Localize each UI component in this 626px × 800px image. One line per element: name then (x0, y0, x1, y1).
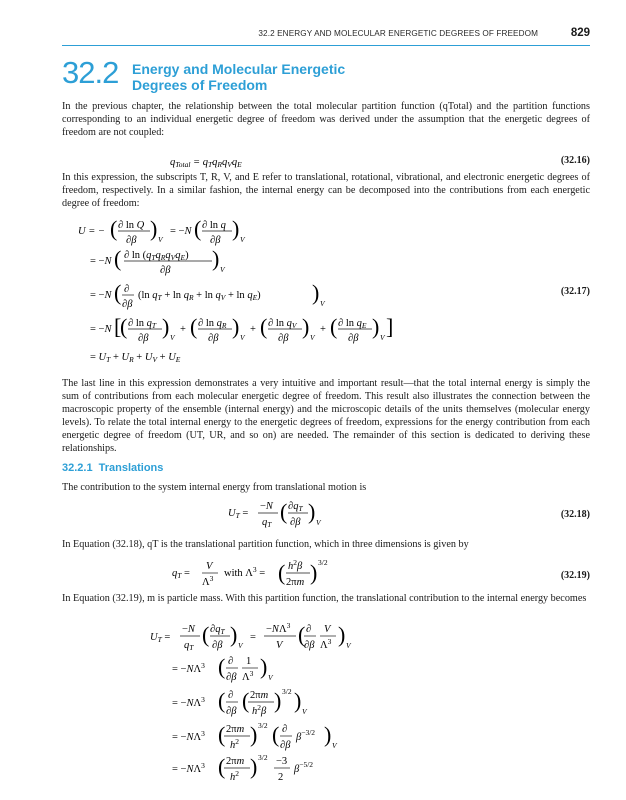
svg-text:(: ( (114, 280, 122, 305)
svg-text:): ) (212, 246, 220, 271)
equation-label-32-16: (32.16) (560, 155, 590, 166)
svg-text:h2β: $h^2\beta$ (252, 703, 267, 717)
svg-text:): ) (150, 216, 158, 241)
svg-text:V: V (346, 641, 351, 650)
svg-text:∂β: ∂β (278, 333, 289, 344)
subsection-number: 32.2.1 (62, 462, 93, 474)
svg-text:(ln qT + ln qR + ln qV + ln qE: (ln qT + ln qR + ln qV + ln qE) (138, 290, 261, 302)
svg-text:= −N: = −N (90, 256, 112, 267)
svg-text:∂β: ∂β (212, 640, 223, 651)
svg-text:): ) (232, 216, 240, 241)
svg-text:= −NΛ3: = $-N\Lambda^3$ (172, 661, 205, 675)
svg-text:= −NΛ3: = $-N\Lambda^3$ (172, 695, 205, 709)
svg-text:= −N: = −N (90, 324, 112, 335)
svg-text:V: V (302, 707, 307, 716)
svg-text:∂ ln q: ∂ ln q (202, 220, 226, 231)
svg-text:∂β: ∂β (290, 517, 301, 528)
paragraph-partition-function: In Equation (32.18), qT is the translational partition function, which in three dimensions is given by (62, 539, 469, 550)
svg-text:qTotal = qTqRqVqE: qTotal = qTqRqVqE (170, 157, 242, 169)
svg-text:V: V (206, 561, 213, 572)
svg-text:∂: ∂ (282, 724, 288, 735)
svg-text:(: ( (280, 499, 288, 524)
section-number: 32.2 (62, 55, 119, 90)
svg-text:= −N: = −N (170, 226, 192, 237)
svg-text:∂ ln Q: ∂ ln Q (118, 220, 145, 231)
svg-text:(: ( (190, 314, 198, 339)
svg-text:3/2: 3/2 (258, 721, 268, 730)
svg-text:): ) (274, 688, 282, 713)
svg-text:(: ( (218, 654, 226, 679)
svg-text:∂: ∂ (306, 624, 312, 635)
svg-text:UT =: UT = (228, 508, 249, 520)
svg-text:∂: ∂ (124, 284, 130, 295)
equation-label-32-17: (32.17) (560, 286, 590, 297)
svg-text:−N: −N (260, 501, 273, 512)
svg-text:V: V (240, 235, 245, 244)
svg-text:qT: qT (262, 517, 272, 529)
svg-text:qT =: qT = (172, 568, 190, 580)
paragraph-decomposition: In this expression, the subscripts T, R, V, and E refer to translational, rotational, vibrational, and electronic energetic degrees of freedom, respectively. In a similar fashion, the internal energy can be decomposed into the contributions from each energetic degree of freedom: (62, 172, 590, 209)
equation-32-19 (172, 556, 392, 592)
svg-text:β−5/2: $\beta^{-5/2}$ (294, 760, 314, 775)
svg-text:U = −: U = − (78, 226, 106, 237)
running-header (62, 27, 590, 43)
equation-32-18 (228, 496, 388, 532)
svg-text:with Λ3 =: with $\Lambda^3$ = (224, 565, 266, 579)
svg-text:): ) (250, 722, 258, 747)
svg-text:−NΛ3: $-N\Lambda^3$ (266, 621, 291, 635)
svg-text:(: ( (272, 722, 280, 747)
svg-text:): ) (310, 560, 318, 585)
svg-text:V: V (332, 741, 337, 750)
svg-text:−3: −3 (276, 756, 288, 767)
paragraph-translation-intro: The contribution to the system internal energy from translational motion is (62, 482, 367, 493)
svg-text:): ) (232, 314, 240, 339)
svg-text:2πm: 2πm (286, 577, 305, 588)
svg-text:(: ( (120, 314, 128, 339)
svg-text:∂β: ∂β (226, 672, 237, 683)
svg-text:+: + (180, 324, 186, 335)
svg-text:∂β: ∂β (122, 299, 133, 310)
svg-text:V: V (238, 641, 243, 650)
svg-text:(: ( (330, 314, 338, 339)
svg-text:qT: qT (184, 640, 194, 652)
svg-text:+: + (250, 324, 256, 335)
svg-text:∂β: ∂β (210, 235, 221, 246)
svg-text:3/2: 3/2 (258, 753, 268, 762)
svg-text:2πm: 2πm (250, 690, 269, 701)
svg-text:∂qT: ∂qT (288, 501, 303, 513)
svg-text:): ) (230, 622, 238, 647)
svg-text:2πm: 2πm (226, 724, 245, 735)
equation-32-16 (170, 153, 430, 169)
svg-text:(: ( (218, 688, 226, 713)
svg-text:): ) (260, 654, 268, 679)
svg-text:V: V (170, 333, 175, 342)
svg-text:): ) (308, 499, 316, 524)
svg-text:): ) (372, 314, 380, 339)
svg-text:(: ( (242, 688, 250, 713)
svg-text:): ) (338, 622, 346, 647)
svg-text:Λ3: $\Lambda^3$ (320, 637, 332, 651)
svg-text:= UT + UR + UV + UE: = UT + UR + UV + UE (90, 352, 181, 364)
svg-text:V: V (310, 333, 315, 342)
subsection-heading (62, 462, 163, 474)
svg-text:): ) (162, 314, 170, 339)
svg-text:∂: ∂ (228, 656, 234, 667)
svg-text:3/2: 3/2 (282, 687, 292, 696)
svg-text:(: ( (260, 314, 268, 339)
svg-text:∂ ln qT: ∂ ln qT (128, 318, 157, 330)
svg-text:Λ3: $\Lambda^3$ (202, 574, 214, 588)
svg-text:∂β: ∂β (208, 333, 219, 344)
svg-text:V: V (380, 333, 385, 342)
paragraph-internal-energy: In Equation (32.19), m is particle mass. With this partition function, the translational contribution to the internal energy becomes (62, 593, 587, 604)
svg-text:∂β: ∂β (160, 265, 171, 276)
svg-text:h2β: $h^2\beta$ (288, 558, 303, 572)
svg-text:V: V (324, 624, 331, 635)
svg-text:(: ( (114, 246, 122, 271)
svg-text:2πm: 2πm (226, 756, 245, 767)
svg-text:= −N: = −N (90, 290, 112, 301)
equation-label-32-18: (32.18) (560, 509, 590, 520)
svg-text:∂ ln qR: ∂ ln qR (198, 318, 227, 330)
svg-text:∂β: ∂β (226, 706, 237, 717)
svg-text:β−3/2: $\beta^{-3/2}$ (296, 728, 316, 743)
svg-text:(: ( (202, 622, 210, 647)
subsection-title: Translations (98, 462, 164, 474)
svg-text:∂ ln qE: ∂ ln qE (338, 318, 367, 330)
svg-text:]: ] (386, 314, 394, 339)
ut-derivation (150, 618, 410, 788)
svg-text:V: V (220, 265, 225, 274)
svg-text:Λ3: $\Lambda^3$ (242, 669, 254, 683)
svg-text:): ) (324, 722, 332, 747)
svg-text:∂β: ∂β (280, 740, 291, 751)
svg-text:): ) (312, 280, 320, 305)
paragraph-result: The last line in this expression demonstrates a very intuitive and important result—that the total internal energy is simply the sum of contributions from each molecular energetic degree of freedom. This result also illustrates the connection between the macroscopic property of the ensemble (internal energy) and the microscopic details of the units themselves (molecular energy levels). To relate the total internal energy to the energetic degrees of freedom, expressions for the energy contribution from each energetic degree of freedom (UT, UR, and so on) are needed. The remainder of this section is dedicated to deriving these relationships. (62, 378, 590, 454)
svg-text:+: + (320, 324, 326, 335)
section-title-line2: Degrees of Freedom (132, 76, 268, 93)
svg-text:∂β: ∂β (348, 333, 359, 344)
svg-text:∂ ln (qTqRqVqE): ∂ ln (qTqRqVqE) (124, 250, 189, 262)
svg-text:−N: −N (182, 624, 195, 635)
svg-text:(: ( (218, 754, 226, 779)
equation-label-32-19: (32.19) (560, 570, 590, 581)
header-rule (62, 45, 590, 46)
svg-text:(: ( (218, 722, 226, 747)
svg-text:2: 2 (278, 772, 284, 783)
svg-text:V: V (316, 518, 321, 527)
svg-text:= −NΛ3: = $-N\Lambda^3$ (172, 729, 205, 743)
svg-text:): ) (302, 314, 310, 339)
svg-text:∂β: ∂β (138, 333, 149, 344)
svg-text:∂: ∂ (228, 690, 234, 701)
svg-text:∂ ln qV: ∂ ln qV (268, 318, 297, 330)
svg-text:(: ( (110, 216, 118, 241)
equation-32-17 (62, 214, 422, 366)
svg-text:): ) (294, 688, 302, 713)
svg-text:∂β: ∂β (304, 640, 315, 651)
svg-text:[: [ (114, 314, 122, 339)
running-title: 32.2 ENERGY AND MOLECULAR ENERGETIC DEGREES OF FREEDOM (258, 29, 538, 38)
svg-text:(: ( (298, 622, 306, 647)
svg-text:UT =: UT = (150, 632, 171, 644)
svg-text:∂β: ∂β (126, 235, 137, 246)
svg-text:3/2: 3/2 (318, 558, 328, 567)
svg-text:= −NΛ3: = $-N\Lambda^3$ (172, 761, 205, 775)
section-title-line1: Energy and Molecular Energetic (132, 61, 346, 77)
svg-text:V: V (158, 235, 163, 244)
svg-text:(: ( (278, 560, 286, 585)
svg-text:V: V (240, 333, 245, 342)
svg-text:V: V (320, 299, 325, 308)
section-title (132, 62, 432, 93)
svg-text:V: V (276, 640, 283, 651)
paragraph-intro: In the previous chapter, the relationship between the total molecular partition function (qTotal) and the partition functions corresponding to an individual energetic degree of freedom was derived under the assumption that the energetic degrees of freedom are not coupled: (62, 101, 590, 138)
svg-text:h2: $h^2$ (230, 769, 239, 783)
svg-text:(: ( (194, 216, 202, 241)
page-number: 829 (570, 27, 590, 39)
svg-text:): ) (250, 754, 258, 779)
svg-text:=: = (250, 632, 256, 643)
svg-text:1: 1 (246, 656, 252, 667)
svg-text:V: V (268, 673, 273, 682)
svg-text:∂qT: ∂qT (210, 624, 225, 636)
svg-text:h2: $h^2$ (230, 737, 239, 751)
